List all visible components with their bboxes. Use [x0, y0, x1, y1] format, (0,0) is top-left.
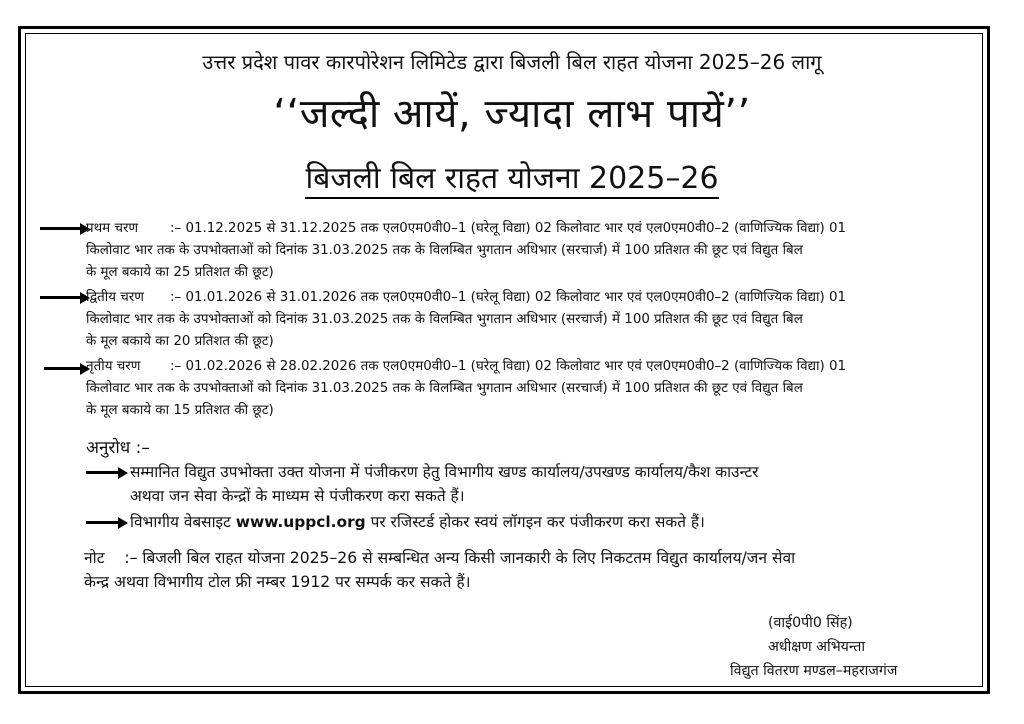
phase-text: :– 01.12.2025 से 31.12.2025 तक एल0एम0वी0–1 (घरेलू विद्या) 02 किलोवाट भार एवं एल0एम0वी0–2 (वाणिज्यिक विद्या) 01: [170, 221, 847, 236]
header-line: उत्तर प्रदेश पावर कारपोरेशन लिमिटेड द्वारा बिजली बिल राहत योजना 2025–26 लागू: [202, 50, 822, 74]
phase-third-line3: के मूल बकाये का 15 प्रतिशत की छूट): [86, 403, 274, 418]
phase-first-line2: किलोवाट भार तक के उपभोक्ताओं को दिनांक 31.03.2025 तक के विलम्बित भुगतान अधिभार (सरचार्ज) में 100 प्रतिशत की छूट एवं विद्युत बिल: [86, 243, 803, 258]
note-line2: केन्द्र अथवा विभागीय टोल फ्री नम्बर 1912 पर सम्पर्क कर सकते हैं।: [84, 573, 471, 591]
arrow-right-icon: [44, 362, 90, 376]
scheme-title: [0, 156, 1024, 197]
signatory-designation: अधीक्षण अभियन्ता: [768, 639, 866, 655]
phase-second: [86, 287, 946, 353]
phase-label: द्वितीय चरण: [86, 290, 144, 305]
website-link[interactable]: www.uppcl.org: [235, 513, 366, 531]
phase-text: :– 01.01.2026 से 31.01.2026 तक एल0एम0वी0–1 (घरेलू विद्या) 02 किलोवाट भार एवं एल0एम0वी0–2 (वाणिज्यिक विद्या) 01: [170, 290, 847, 305]
arrow-right-icon: [86, 516, 128, 530]
phase-second-line3: के मूल बकाये का 20 प्रतिशत की छूट): [86, 334, 274, 349]
request-item-office-line1: सम्मानित विद्युत उपभोक्ता उक्त योजना में पंजीकरण हेतु विभागीय खण्ड कार्यालय/उपखण्ड कार्यालय/कैश काउन्टर: [130, 463, 759, 481]
request-title: अनुरोध :–: [86, 438, 150, 458]
scheme-title-text: बिजली बिल राहत योजना 2025–26: [305, 161, 718, 199]
note: [84, 546, 795, 594]
arrow-right-icon: [40, 222, 90, 236]
phase-third: [86, 356, 946, 422]
note-line1: नोट :– बिजली बिल राहत योजना 2025–26 से सम्बन्धित अन्य किसी जानकारी के लिए निकटतम विद्युत कार्यालय/जन सेवा: [84, 549, 796, 567]
arrow-right-icon: [86, 466, 128, 480]
signatory-office: विद्युत वितरण मण्डल–महराजगंज: [730, 663, 898, 679]
request-item-office-line2: अथवा जन सेवा केन्द्रों के माध्यम से पंजीकरण करा सकते हैं।: [130, 487, 465, 505]
phase-label: तृतीय चरण: [86, 359, 141, 374]
phase-second-line2: किलोवाट भार तक के उपभोक्ताओं को दिनांक 31.03.2025 तक के विलम्बित भुगतान अधिभार (सरचार्ज) में 100 प्रतिशत की छूट एवं विद्युत बिल: [86, 312, 803, 327]
phase-label: प्रथम चरण: [86, 221, 139, 236]
phase-first-line1: [86, 218, 946, 240]
phase-second-line1: [86, 287, 946, 309]
arrow-right-icon: [40, 291, 90, 305]
request-website-prefix: विभागीय वेबसाइट: [130, 513, 236, 531]
slogan: ‘‘जल्दी आयें, ज्यादा लाभ पायें’’: [273, 91, 751, 137]
phase-text: :– 01.02.2026 से 28.02.2026 तक एल0एम0वी0–1 (घरेलू विद्या) 02 किलोवाट भार एवं एल0एम0वी0–2 (वाणिज्यिक विद्या) 01: [170, 359, 847, 374]
phase-third-line2: किलोवाट भार तक के उपभोक्ताओं को दिनांक 31.03.2025 तक के विलम्बित भुगतान अधिभार (सरचार्ज) में 100 प्रतिशत की छूट एवं विद्युत बिल: [86, 381, 803, 396]
request-website-suffix: पर रजिस्टर्ड होकर स्वयं लॉगइन कर पंजीकरण करा सकते हैं।: [365, 513, 705, 531]
phase-third-line1: [86, 356, 946, 378]
request-item-website: [130, 510, 705, 534]
phase-first-line3: के मूल बकाये का 25 प्रतिशत की छूट): [86, 265, 274, 280]
phase-first: [86, 218, 946, 284]
request-item-office: [130, 460, 758, 508]
signatory-name: (वाई0पी0 सिंह): [768, 615, 853, 631]
